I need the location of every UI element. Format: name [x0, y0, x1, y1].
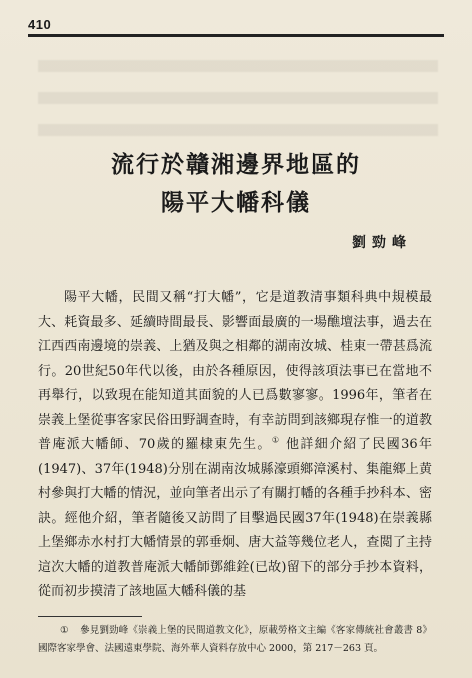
footnote-text: 參見劉勁峰《崇義上堡的民間道教文化》，原載勞格文主編《客家傳統社會叢書 8》國際客家學會、法國遠東學院、海外華人資料存放中心 2000，第 217－263 頁。	[38, 625, 432, 654]
body-text	[38, 286, 432, 605]
body-text-part-2: 他詳細介紹了民國36年(1947)、37年(1948)分別在湖南汝城縣濠頭鄉漳溪村、集龍鄉上黄村參與打大幡的情況，並向筆者出示了有關打幡的各種手抄科本、密訣。經他介紹，筆者隨後又訪問了目擊過民國37年(1948)在崇義縣上堡鄉赤水村打大幡情景的郭垂炯、唐大益等幾位老人，查閲了主持這次大幡的道教普庵派大幡師鄧維銓(已故)留下的部分手抄本資料，從而初步摸清了該地區大幡科儀的基	[38, 437, 433, 599]
body-text-part-1: 陽平大幡，民間又稱“打大幡”，它是道教清事類科典中規模最大、耗資最多、延續時間最長、影響面最廣的一場醮壇法事，過去在江西西南邊境的崇義、上猶及與之相鄰的湖南汝城、桂東一帶甚爲流行。20世紀50年代以後，由於各種原因，使得該項法事已在當地不再舉行，以致現在能知道其面貌的人已爲數寥寥。1996年，筆者在崇義上堡從事客家民俗田野調查時，有幸訪問到該鄉現存惟一的道教普庵派大幡師、70歲的羅棣東先生。	[38, 290, 432, 452]
title-line-1: 流行於贛湘邊界地區的	[111, 151, 361, 178]
bleed-through-text	[38, 40, 438, 148]
header-rule	[28, 34, 444, 37]
author-name: 劉勁峰	[352, 235, 412, 251]
footnote	[38, 622, 432, 658]
title-line-2: 陽平大幡科儀	[161, 189, 311, 216]
footnote-number: ①	[60, 625, 69, 636]
page-number: 410	[28, 17, 52, 32]
body-paragraph	[38, 286, 432, 605]
footnote-reference: ①	[271, 435, 281, 445]
footnote-divider	[38, 616, 142, 617]
article-title	[0, 150, 472, 218]
page-header	[28, 14, 444, 32]
